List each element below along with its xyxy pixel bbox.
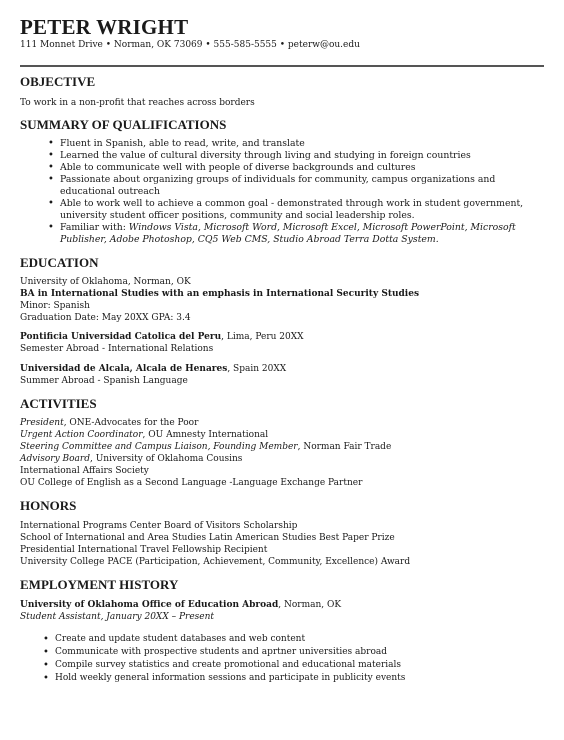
- activity-item: [20, 453, 544, 465]
- duties-list: [20, 633, 544, 685]
- activity-role: Steering Committee and Campus Liaison, Founding Member: [20, 442, 298, 452]
- position-title: Student Assistant, January 20XX – Present: [20, 612, 215, 622]
- honor-item: School of International and Area Studies Latin American Studies Best Paper Prize: [20, 533, 395, 543]
- school-program: Semester Abroad - International Relations: [20, 344, 214, 354]
- summary-title: SUMMARY OF QUALIFICATIONS: [20, 117, 227, 132]
- list-item: • Fluent in Spanish, able to read, write, and translate: [60, 138, 544, 150]
- objective-text: To work in a non-profit that reaches across borders: [20, 98, 255, 108]
- honors-title: HONORS: [20, 498, 77, 513]
- education-school: University of Oklahoma, Norman, OK: [20, 277, 191, 287]
- list-item: • Hold weekly general information sessions and participate in publicity events: [55, 672, 544, 685]
- education-title: EDUCATION: [20, 255, 99, 270]
- education-graduation: Graduation Date: May 20XX GPA: 3.4: [20, 313, 191, 323]
- list-item: • Create and update student databases and web content: [55, 633, 544, 646]
- honor-item: International Programs Center Board of Visitors Scholarship: [20, 521, 298, 531]
- activity-role: Advisory Board: [20, 454, 90, 464]
- education-section: [20, 255, 544, 387]
- resume-name: PETER WRIGHT: [20, 15, 189, 39]
- activities-section: [20, 396, 544, 489]
- employer-location: , Norman, OK: [278, 600, 342, 610]
- activities-title: ACTIVITIES: [20, 396, 97, 411]
- school-location: , Lima, Peru 20XX: [221, 332, 304, 342]
- header-divider: [20, 65, 544, 67]
- activity-org: , OU Amnesty International: [142, 430, 269, 440]
- objective-section: [20, 74, 544, 109]
- activity-item: [20, 429, 544, 441]
- list-item: • Learned the value of cultural diversity through living and studying in foreign countries: [60, 150, 544, 162]
- school-program: Summer Abroad - Spanish Language: [20, 376, 188, 386]
- list-item: • Passionate about organizing groups of individuals for community, campus organizations and educational outreach: [60, 174, 544, 198]
- employer-name: University of Oklahoma Office of Education Abroad: [20, 600, 279, 610]
- honors-section: [20, 498, 544, 568]
- summary-section: [20, 117, 544, 246]
- activity-role: Urgent Action Coordinator: [20, 430, 143, 440]
- activity-org: , Norman Fair Trade: [297, 442, 392, 452]
- list-item: • Able to work well to achieve a common goal - demonstrated through work in student government, university student officer positions, community and social leadership roles.: [60, 198, 544, 222]
- employment-title: EMPLOYMENT HISTORY: [20, 577, 179, 592]
- school-location: , Spain 20XX: [227, 364, 287, 374]
- school-name: Pontificia Universidad Catolica del Peru: [20, 332, 222, 342]
- employer-line: [20, 599, 544, 611]
- activity-item: International Affairs Society: [20, 466, 149, 476]
- activity-item: [20, 417, 544, 429]
- summary-list: [20, 138, 544, 246]
- honor-item: Presidential International Travel Fellowship Recipient: [20, 545, 268, 555]
- school-name: Universidad de Alcala, Alcala de Henares: [20, 364, 228, 374]
- activity-role: President: [20, 418, 64, 428]
- education-abroad-entry: [20, 331, 544, 343]
- familiar-software-list: Windows Vista, Microsoft Word, Microsoft Excel, Microsoft PowerPoint, Microsoft Publisher, Adobe Photoshop, CQ5 Web CMS, Studio Abroad Terra Dotta System.: [60, 222, 516, 245]
- education-minor: Minor: Spanish: [20, 301, 90, 311]
- activity-org: , ONE-Advocates for the Poor: [63, 418, 199, 428]
- activity-item: [20, 441, 544, 453]
- education-abroad-entry: [20, 363, 544, 375]
- list-item: • Able to communicate well with people of diverse backgrounds and cultures: [60, 162, 544, 174]
- honor-item: University College PACE (Participation, Achievement, Community, Excellence) Award: [20, 557, 411, 567]
- employment-section: [20, 577, 544, 685]
- activity-item: OU College of English as a Second Language -Language Exchange Partner: [20, 478, 363, 488]
- list-item: [60, 222, 544, 246]
- familiar-label: Familiar with:: [60, 222, 129, 233]
- list-item: • Communicate with prospective students and aprtner universities abroad: [55, 646, 544, 659]
- contact-line: 111 Monnet Drive • Norman, OK 73069 • 555-585-5555 • peterw@ou.edu: [20, 40, 360, 50]
- list-item: • Compile survey statistics and create promotional and educational materials: [55, 659, 544, 672]
- education-degree: BA in International Studies with an emphasis in International Security Studies: [20, 289, 420, 299]
- activity-org: , University of Oklahoma Cousins: [89, 454, 243, 464]
- objective-title: OBJECTIVE: [20, 74, 96, 89]
